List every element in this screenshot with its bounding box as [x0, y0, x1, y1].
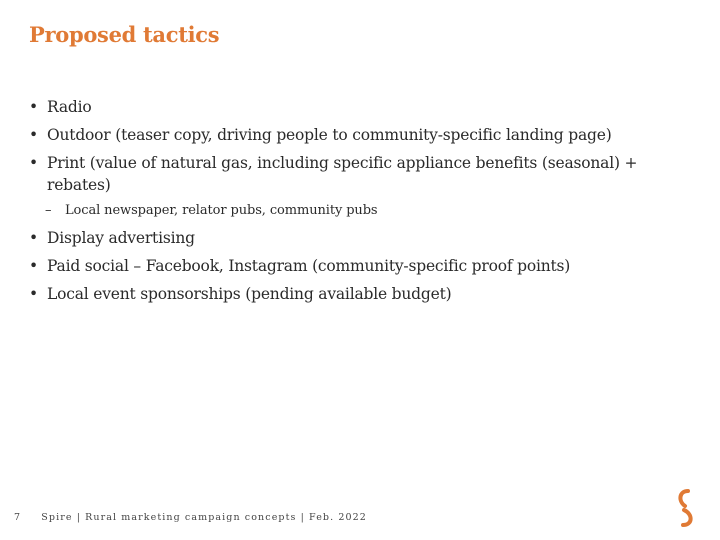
bullet-text: Paid social – Facebook, Instagram (community-specific proof points) [47, 257, 571, 275]
bullet-text: Print (value of natural gas, including specific appliance benefits (seasonal) + rebates) [47, 154, 638, 194]
bullet-item [28, 227, 668, 249]
bullet-marker: • [29, 229, 38, 247]
bullet-marker: • [29, 98, 38, 116]
bullet-item [28, 283, 668, 305]
bullet-text: Outdoor (teaser copy, driving people to community-specific landing page) [47, 126, 612, 144]
slide-footer [14, 512, 367, 523]
bullet-item [28, 96, 668, 118]
sub-bullet-text: Local newspaper, relator pubs, community pubs [65, 203, 378, 218]
bullet-marker: • [29, 285, 38, 303]
sub-bullet-marker: – [45, 203, 52, 218]
page-number: 7 [14, 512, 22, 523]
footer-text: Spire | Rural marketing campaign concepts | Feb. 2022 [41, 512, 367, 523]
bullet-item [28, 152, 668, 196]
bullet-marker: • [29, 154, 38, 172]
sub-bullet-item [28, 201, 668, 221]
bullet-text: Local event sponsorships (pending available budget) [47, 285, 452, 303]
bullet-marker: • [29, 257, 38, 275]
bullet-text: Display advertising [47, 229, 195, 247]
bullet-item [28, 255, 668, 277]
bullet-list [28, 96, 668, 311]
spire-logo-icon [672, 488, 700, 528]
slide-title: Proposed tactics [29, 22, 220, 47]
bullet-marker: • [29, 126, 38, 144]
bullet-item [28, 124, 668, 146]
bullet-text: Radio [47, 98, 92, 116]
